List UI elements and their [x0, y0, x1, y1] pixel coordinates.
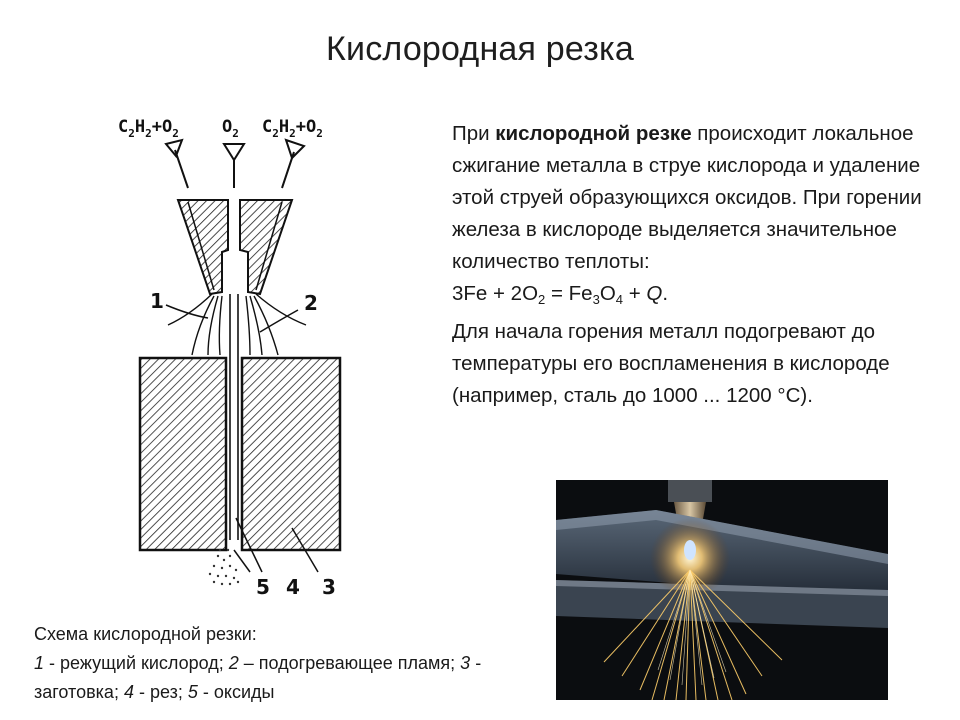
description-text — [452, 118, 932, 412]
workpiece-left — [140, 358, 226, 550]
workpiece-right — [242, 358, 340, 550]
oxygen-cutting-diagram — [110, 110, 370, 610]
label-2: 2 — [304, 291, 318, 315]
label-1: 1 — [150, 289, 164, 313]
nozzle-left — [178, 200, 228, 294]
slide-title: Кислородная резка — [326, 30, 634, 68]
label-5: 5 — [256, 575, 270, 599]
cutting-photo — [556, 480, 888, 700]
gas-inlet-arrows — [166, 140, 304, 188]
nozzle-right — [240, 200, 292, 294]
cutting-oxygen-stream — [230, 294, 238, 540]
preheating-flame — [168, 294, 306, 355]
caption-legend: 1 - режущий кислород; 2 – подогревающее пламя; 3 - заготовка; 4 - рез; 5 - оксиды — [34, 653, 482, 702]
bold-term: кислородной резке — [495, 122, 692, 145]
label-4: 4 — [286, 575, 300, 599]
gas-label-right: $C_2H_2+O_2$ — [262, 117, 323, 140]
gas-label-center: $O_2$ — [222, 117, 239, 140]
paragraph-2: Для начала горения металл подогревают до температуры его воспламенения в кислороде (например, сталь до 1000 ... 1200 °С). — [452, 320, 890, 407]
label-3: 3 — [322, 575, 336, 599]
oxides-dots — [209, 549, 239, 585]
paragraph-1: При кислородной резке происходит локальное сжигание металла в струе кислорода и удаление этой струей образующихся оксидов. При горении железа в кислороде выделяется значительное количество теплоты: — [452, 122, 922, 273]
reaction-equation: $3Fe + 2O_2 = Fe_3O_4 + Q$. — [452, 282, 669, 307]
caption-title: Схема кислородной резки: — [34, 624, 257, 644]
diagram-caption — [34, 620, 534, 707]
gas-label-left: $C_2H_2+O_2$ — [118, 117, 179, 140]
